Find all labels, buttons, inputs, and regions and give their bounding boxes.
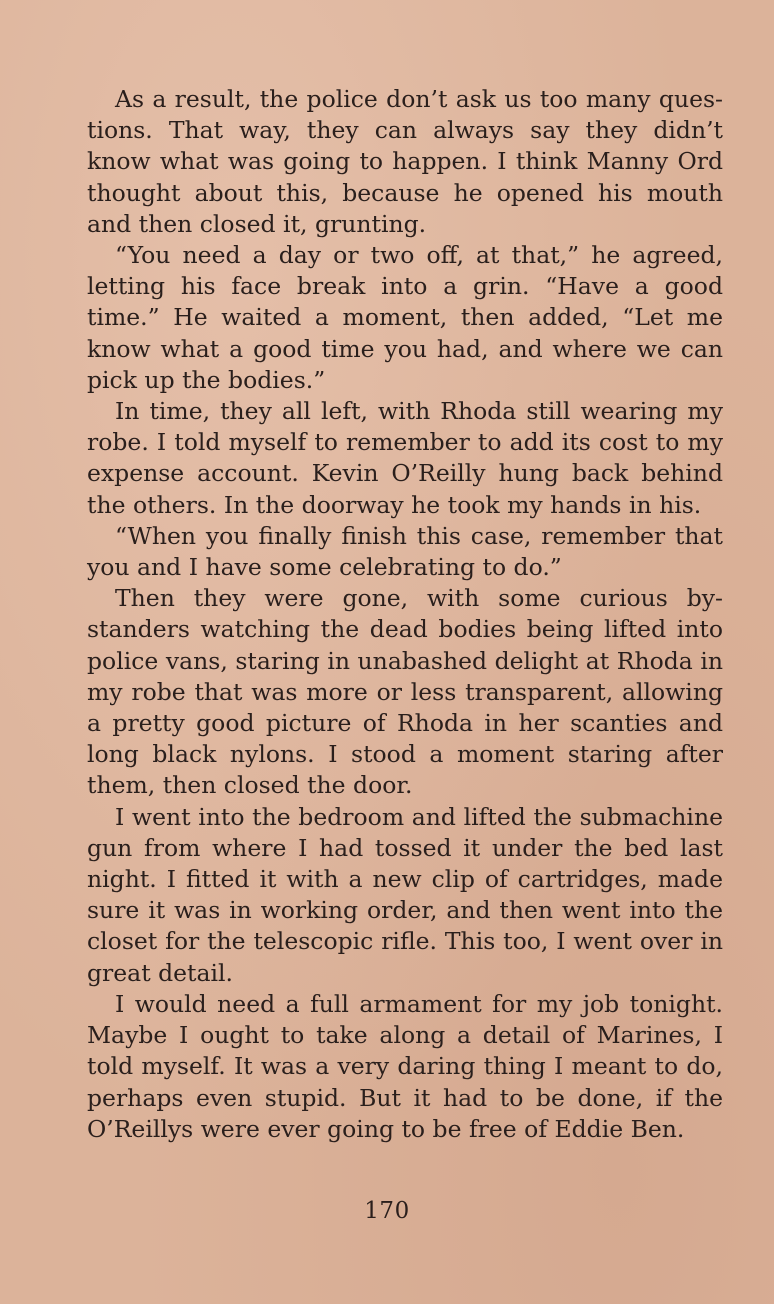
- paragraph-5: Then they were gone, with some curious bystanders watching the dead bodies being lifted into police vans, staring in unabashed delight at Rhoda in my robe that was more or less transparent, allowing a pretty good picture of Rhoda in her scanties and long black nylons. I stood a moment staring after them, then closed the door.: [87, 584, 723, 800]
- paragraph-4: “When you finally finish this case, remember that you and I have some celebrating to do.”: [87, 521, 723, 582]
- paragraph-1: As a result, the police don’t ask us too many questions. That way, they can always say they didn’t know what was going to happen. I think Manny Ord thought about this, because he opened his mouth and then closed it, grunting.: [87, 85, 723, 238]
- body-text: [87, 84, 723, 1145]
- paragraph-6: I went into the bedroom and lifted the submachine gun from where I had tossed it under the bed last night. I fitted it with a new clip of cartridges, made sure it was in working order, and then went into the closet for the telescopic rifle. This too, I went over in great detail.: [87, 802, 723, 987]
- paragraph-2: “You need a day or two off, at that,” he agreed, letting his face break into a grin. “Have a good time.” He waited a moment, then added, “Let me know what a good time you had, and where we can pick up the bodies.”: [87, 241, 723, 394]
- paragraph-3: In time, they all left, with Rhoda still wearing my robe. I told myself to remember to add its cost to my expense account. Kevin O’Reilly hung back behind the others. In the doorway he took my hands in his.: [87, 397, 723, 519]
- paragraph-7: I would need a full armament for my job tonight. Maybe I ought to take along a detail of Marines, I told myself. It was a very daring thing I meant to do, perhaps even stupid. But it had to be done, if the O’Reillys were ever going to be free of Eddie Ben.: [87, 989, 723, 1143]
- page-number: 170: [364, 1198, 410, 1224]
